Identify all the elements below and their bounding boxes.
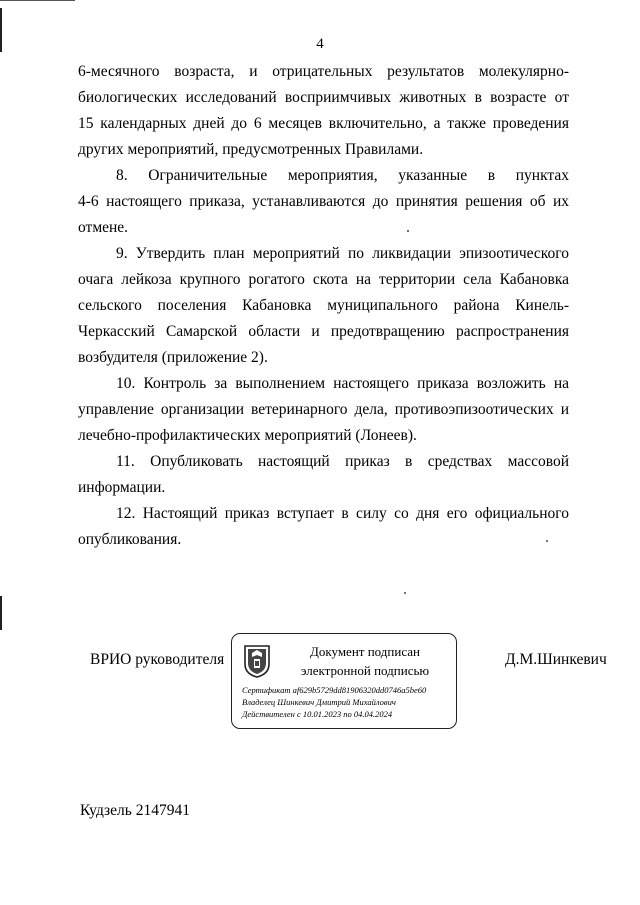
electronic-signature-stamp [231, 633, 457, 729]
paragraph-line: очага лейкоза крупного рогатого скота на территории села Кабановка [78, 271, 569, 288]
paragraph-line: Черкасский Самарской области и предотвращению распространения [78, 323, 569, 340]
paragraph-line: управление организации ветеринарного дела, противоэпизоотических и [78, 401, 569, 418]
stamp-title [280, 642, 450, 680]
stamp-details [242, 684, 426, 720]
paragraph-line: лечебно-профилактических мероприятий (Лонеев). [78, 427, 417, 444]
top-edge-line [0, 0, 75, 1]
signatory-position: ВРИО руководителя [90, 651, 225, 668]
paragraph-line: сельского поселения Кабановка муниципального района Кинель- [78, 297, 569, 314]
paragraph-line: возбудителя (приложение 2). [78, 349, 268, 366]
paragraph-line: 9. Утвердить план мероприятий по ликвидации эпизоотического [116, 245, 569, 262]
paragraph-p-cont [78, 59, 569, 163]
stamp-certificate: Сертификат af629b5729dd81906320dd0746a5be60 [242, 685, 427, 695]
stamp-validity: Действителен с 10.01.2023 по 04.04.2024 [242, 709, 393, 719]
executor-code: Кудзель 2147941 [80, 802, 190, 819]
paragraph-line: информации. [78, 479, 166, 496]
page-number: 4 [316, 36, 324, 52]
paragraph-line: 4-6 настоящего приказа, устанавливаются до принятия решения об их [78, 193, 569, 210]
scan-speck [404, 592, 406, 594]
stamp-title-line: Документ подписан [310, 644, 420, 659]
paragraph-p-11 [78, 449, 569, 501]
paragraph-line: 12. Настоящий приказ вступает в силу со дня его официального [116, 505, 569, 522]
paragraph-p-9 [78, 241, 569, 371]
paragraph-p-12 [78, 501, 569, 553]
paragraph-line: 11. Опубликовать настоящий приказ в средствах массовой [116, 453, 569, 470]
paragraph-line: других мероприятий, предусмотренных Правилами. [78, 141, 424, 158]
paragraph-line: 8. Ограничительные мероприятия, указанные в пунктах [116, 167, 569, 184]
paragraph-line: биологических исследований восприимчивых животных в возрасте от [78, 89, 569, 106]
paragraph-p-8 [78, 163, 569, 241]
coat-of-arms-icon [242, 644, 272, 678]
paragraph-p-10 [78, 371, 569, 449]
paragraph-line: 6-месячного возраста, и отрицательных результатов молекулярно- [78, 63, 569, 80]
paragraph-line: 15 календарных дней до 6 месяцев включительно, а также проведения [78, 115, 569, 132]
signatory-name: Д.М.Шинкевич [505, 651, 607, 668]
scan-speck [546, 540, 548, 542]
paragraph-line: 10. Контроль за выполнением настоящего приказа возложить на [116, 375, 569, 392]
scan-edge-mark [0, 596, 2, 630]
stamp-title-line: электронной подписью [300, 663, 430, 678]
paragraph-line: отмене. [78, 219, 129, 236]
stamp-owner: Владелец Шинкевич Дмитрий Михайлович [242, 697, 396, 707]
paragraph-line: опубликования. [78, 531, 182, 548]
scan-speck [407, 230, 409, 232]
